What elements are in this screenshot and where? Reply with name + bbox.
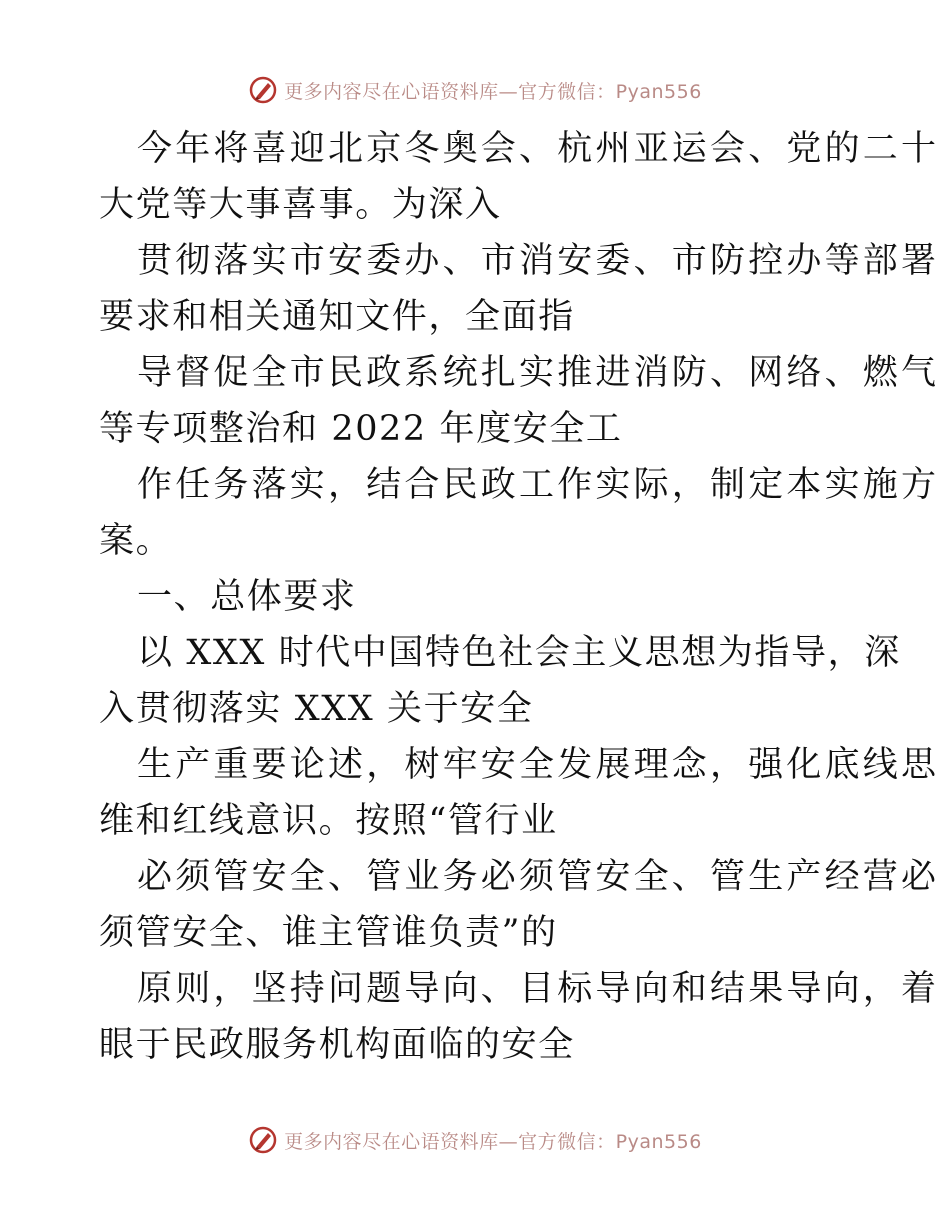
body-line: 必须管安全、管业务必须管安全、管生产经营必	[137, 857, 940, 897]
body-line: 维和红线意识。按照“管行业	[99, 801, 558, 841]
body-line: 生产重要论述，树牢安全发展理念，强化底线思	[137, 745, 940, 785]
body-line: 须管安全、谁主管谁负责”的	[99, 913, 558, 953]
body-line: 导督促全市民政系统扎实推进消防、网络、燃气	[137, 353, 940, 393]
body-line: 要求和相关通知文件，全面指	[99, 297, 575, 337]
body-line: 作任务落实，结合民政工作实际，制定本实施方	[137, 465, 940, 505]
body-line: 今年将喜迎北京冬奥会、杭州亚运会、党的二十	[137, 129, 940, 169]
body-line: 以 XXX 时代中国特色社会主义思想为指导，深	[137, 633, 901, 673]
body-line: 大党等大事喜事。为深入	[99, 185, 502, 225]
footer-watermark-text: 更多内容尽在心语资料库—官方微信：Pyan556	[284, 1130, 702, 1153]
footer-watermark	[0, 1120, 950, 1160]
section-heading: 一、总体要求	[137, 577, 357, 617]
pen-logo-icon	[248, 75, 278, 105]
body-line: 等专项整治和 2022 年度安全工	[99, 409, 623, 449]
body-line: 原则，坚持问题导向、目标导向和结果导向，着	[137, 969, 940, 1009]
header-watermark	[0, 70, 950, 110]
body-line: 案。	[99, 521, 173, 561]
body-line: 贯彻落实市安委办、市消安委、市防控办等部署	[137, 241, 940, 281]
pen-logo-icon	[248, 1125, 278, 1155]
document-body	[99, 121, 940, 1073]
header-watermark-text: 更多内容尽在心语资料库—官方微信：Pyan556	[284, 80, 702, 103]
body-line: 入贯彻落实 XXX 关于安全	[99, 689, 534, 729]
body-line: 眼于民政服务机构面临的安全	[99, 1025, 575, 1065]
